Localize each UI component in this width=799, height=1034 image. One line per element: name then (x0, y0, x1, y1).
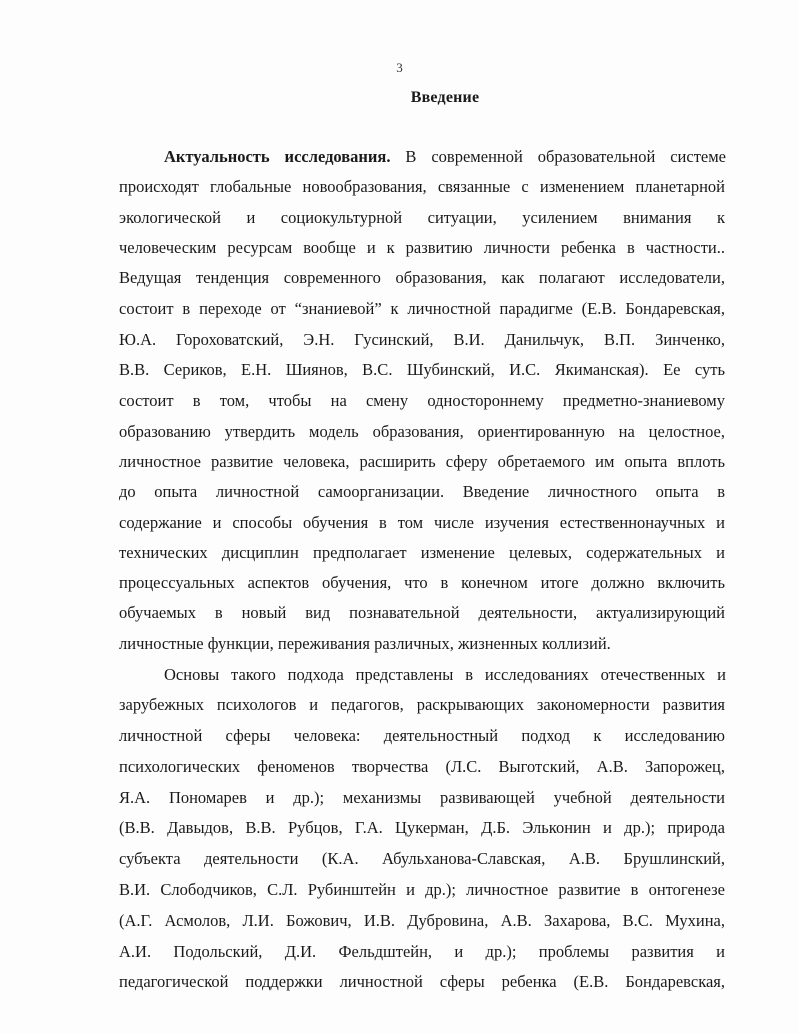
paragraph-line-text: В современной образовательной системе (390, 147, 726, 166)
paragraph-line: человеческим ресурсам вообще и к развитию личности ребенка в частности.. (119, 238, 725, 257)
paragraph-line: В.В. Сериков, Е.Н. Шиянов, В.С. Шубинский, И.С. Якиманская). Ее суть (119, 360, 725, 379)
paragraph-line: (В.В. Давыдов, В.В. Рубцов, Г.А. Цукерман, Д.Б. Эльконин и др.); природа (119, 818, 725, 837)
paragraph-line: личностные функции, переживания различных, жизненных коллизий. (119, 634, 611, 653)
paragraph-line: Основы такого подхода представлены в исследованиях отечественных и (164, 665, 726, 684)
paragraph-line: личностной сферы человека: деятельностный подход к исследованию (119, 726, 725, 745)
section-heading: Введение (410, 89, 480, 106)
paragraph-line: А.И. Подольский, Д.И. Фельдштейн, и др.); проблемы развития и (119, 942, 725, 961)
paragraph-line: происходят глобальные новообразования, связанные с изменением планетарной (119, 177, 725, 196)
paragraph-line: зарубежных психологов и педагогов, раскрывающих закономерности развития (119, 695, 725, 714)
paragraph-line: образованию утвердить модель образования, ориентированную на целостное, (119, 422, 725, 441)
paragraph-line: экологической и социокультурной ситуации, усилением внимания к (119, 208, 725, 227)
paragraph-line: педагогической поддержки личностной сферы ребенка (Е.В. Бондаревская, (119, 972, 725, 991)
page-number: 3 (396, 60, 403, 75)
paragraph-line: В.И. Слободчиков, С.Л. Рубинштейн и др.); личностное развитие в онтогенезе (119, 880, 725, 899)
paragraph-line: до опыта личностной самоорганизации. Введение личностного опыта в (119, 482, 725, 501)
paragraph-line: состоит в переходе от “знаниевой” к личностной парадигме (Е.В. Бондаревская, (119, 299, 725, 318)
paragraph-line: процессуальных аспектов обучения, что в конечном итоге должно включить (119, 573, 725, 592)
paragraph-line: Ведущая тенденция современного образования, как полагают исследователи, (119, 268, 725, 287)
paragraph-line: состоит в том, чтобы на смену одностороннему предметно-знаниевому (119, 391, 725, 410)
paragraph-line: содержание и способы обучения в том числе изучения естественнонаучных и (119, 513, 725, 532)
paragraph-line: технических дисциплин предполагает изменение целевых, содержательных и (119, 543, 725, 562)
paragraph-line (164, 147, 726, 167)
paragraph-line: субъекта деятельности (К.А. Абульханова-Славская, А.В. Брушлинский, (119, 849, 725, 868)
paragraph-line: психологических феноменов творчества (Л.С. Выготский, А.В. Запорожец, (119, 757, 725, 776)
paragraph-line: (А.Г. Асмолов, Л.И. Божович, И.В. Дубровина, А.В. Захарова, В.С. Мухина, (119, 911, 725, 930)
paragraph-line: личностное развитие человека, расширить сферу обретаемого им опыта вплоть (119, 452, 725, 471)
paragraph-line: обучаемых в новый вид познавательной деятельности, актуализирующий (119, 603, 725, 622)
paragraph-line: Ю.А. Гороховатский, Э.Н. Гусинский, В.И. Данильчук, В.П. Зинченко, (119, 330, 725, 349)
paragraph-line: Я.А. Пономарев и др.); механизмы развивающей учебной деятельности (119, 788, 725, 807)
paragraph-lead-term: Актуальность исследования. (164, 147, 391, 166)
